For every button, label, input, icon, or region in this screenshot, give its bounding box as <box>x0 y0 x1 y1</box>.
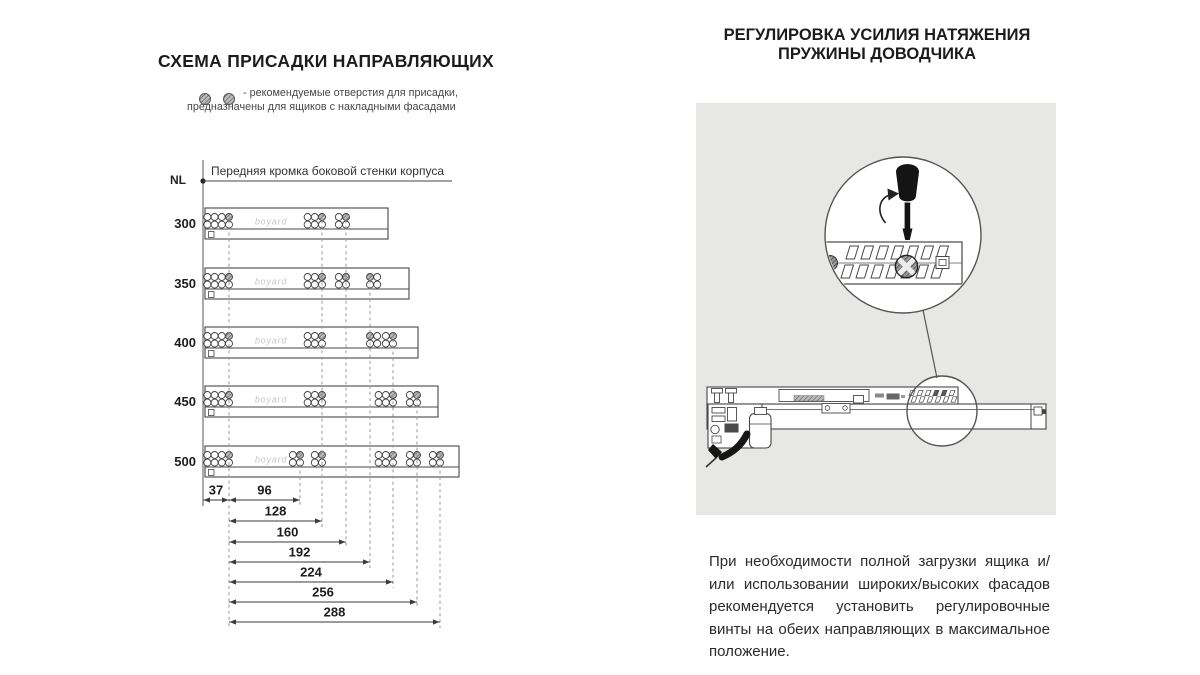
hole <box>218 392 225 399</box>
hole <box>429 459 436 466</box>
hole <box>218 399 225 406</box>
legend-line1: - рекомендуемые отверстия для присадки, <box>243 87 458 99</box>
hole <box>218 452 225 459</box>
tension-adjustment-illustration <box>696 103 1056 515</box>
slide-logo: boyard <box>254 276 288 287</box>
hole <box>218 274 225 281</box>
hole <box>289 459 296 466</box>
slide-row-350 <box>204 268 409 299</box>
dimension-128 <box>229 504 322 524</box>
dimension-192 <box>229 545 370 565</box>
dimension-value: 37 <box>208 482 224 498</box>
dimension-value: 288 <box>323 604 346 620</box>
dimension-37 <box>203 483 229 503</box>
hole <box>311 459 318 466</box>
end-hook <box>1034 407 1042 415</box>
hole <box>374 274 381 281</box>
dimension-value: 160 <box>276 524 299 540</box>
left-title: СХЕМА ПРИСАДКИ НАПРАВЛЯЮЩИХ <box>158 51 494 71</box>
hole <box>429 452 436 459</box>
hole <box>382 392 389 399</box>
dimension-224 <box>229 565 393 585</box>
hole <box>375 392 382 399</box>
dimension-256 <box>229 585 417 605</box>
hole <box>211 333 218 340</box>
hole <box>406 392 413 399</box>
hole <box>304 392 311 399</box>
slide-logo: boyard <box>254 454 288 465</box>
magnified-detail <box>818 242 962 284</box>
row-length-label: 400 <box>174 334 196 350</box>
row-length-label: 300 <box>174 215 196 231</box>
hole <box>211 221 218 228</box>
hole <box>204 274 211 281</box>
dimension-value: 128 <box>264 503 287 519</box>
hole <box>311 214 318 221</box>
legend-line2: предназначены для ящиков с накладными фасадами <box>187 101 456 113</box>
hole <box>218 281 225 288</box>
hole <box>382 452 389 459</box>
hole <box>211 214 218 221</box>
hole <box>311 452 318 459</box>
slide-row-300 <box>204 208 388 239</box>
hole <box>211 452 218 459</box>
hole <box>218 221 225 228</box>
hole <box>311 340 318 347</box>
hole <box>204 281 211 288</box>
hole <box>304 340 311 347</box>
hole <box>374 340 381 347</box>
dimension-96 <box>229 483 300 503</box>
hole <box>311 281 318 288</box>
row-length-label: 500 <box>174 453 196 469</box>
hole <box>304 281 311 288</box>
front-edge-label: Передняя кромка боковой стенки корпуса <box>211 164 444 178</box>
hole <box>406 452 413 459</box>
adjustment-note: При необходимости полной загрузки ящика и/или использовании широких/высоких фасадов рекомендуется установить регулировочные винты на обеих направляющих в максимальное положение. <box>709 553 1050 660</box>
hole <box>204 459 211 466</box>
dimension-value: 192 <box>288 544 311 560</box>
hole <box>304 399 311 406</box>
row-length-label: 450 <box>174 393 196 409</box>
hole <box>335 221 342 228</box>
hole <box>375 399 382 406</box>
hole <box>218 214 225 221</box>
hole <box>335 274 342 281</box>
hole <box>211 340 218 347</box>
slide-row-400 <box>204 327 418 358</box>
slide-logo: boyard <box>254 394 288 405</box>
hole <box>382 459 389 466</box>
hole <box>304 214 311 221</box>
hole <box>374 281 381 288</box>
hole <box>375 459 382 466</box>
dimension-value: 256 <box>312 584 334 600</box>
slide-logo: boyard <box>254 335 288 346</box>
slide-row-450 <box>204 386 438 417</box>
hole <box>311 221 318 228</box>
hole <box>382 340 389 347</box>
hole <box>374 333 381 340</box>
hole <box>335 214 342 221</box>
damper-cylinder <box>750 414 772 449</box>
hole <box>382 399 389 406</box>
hole <box>218 459 225 466</box>
hole <box>406 399 413 406</box>
slide-logo: boyard <box>254 216 288 227</box>
hole <box>204 452 211 459</box>
hole <box>311 392 318 399</box>
slide-row-500 <box>204 446 459 477</box>
hole <box>204 340 211 347</box>
hole <box>375 452 382 459</box>
hole <box>311 399 318 406</box>
hole <box>311 333 318 340</box>
hole <box>211 459 218 466</box>
hole <box>218 340 225 347</box>
hole <box>311 274 318 281</box>
hole <box>211 281 218 288</box>
hole <box>218 333 225 340</box>
dimension-160 <box>229 525 346 545</box>
hole <box>289 452 296 459</box>
right-title-line2: ПРУЖИНЫ ДОВОДЧИКА <box>777 45 977 64</box>
hole <box>304 221 311 228</box>
dimension-288 <box>229 605 440 625</box>
right-title-line1: РЕГУЛИРОВКА УСИЛИЯ НАТЯЖЕНИЯ <box>723 26 1031 44</box>
hole <box>211 399 218 406</box>
nl-label: NL <box>170 173 186 187</box>
hole <box>335 281 342 288</box>
hole <box>382 333 389 340</box>
hole <box>211 274 218 281</box>
row-length-label: 350 <box>174 275 196 291</box>
hole <box>204 221 211 228</box>
hole <box>204 392 211 399</box>
hole <box>211 392 218 399</box>
hole <box>304 333 311 340</box>
hole <box>204 399 211 406</box>
hole <box>406 459 413 466</box>
right-title <box>698 26 1056 65</box>
hole <box>204 333 211 340</box>
dimension-value: 224 <box>300 564 322 580</box>
hole <box>204 214 211 221</box>
hole <box>304 274 311 281</box>
dimension-value: 96 <box>257 482 272 498</box>
